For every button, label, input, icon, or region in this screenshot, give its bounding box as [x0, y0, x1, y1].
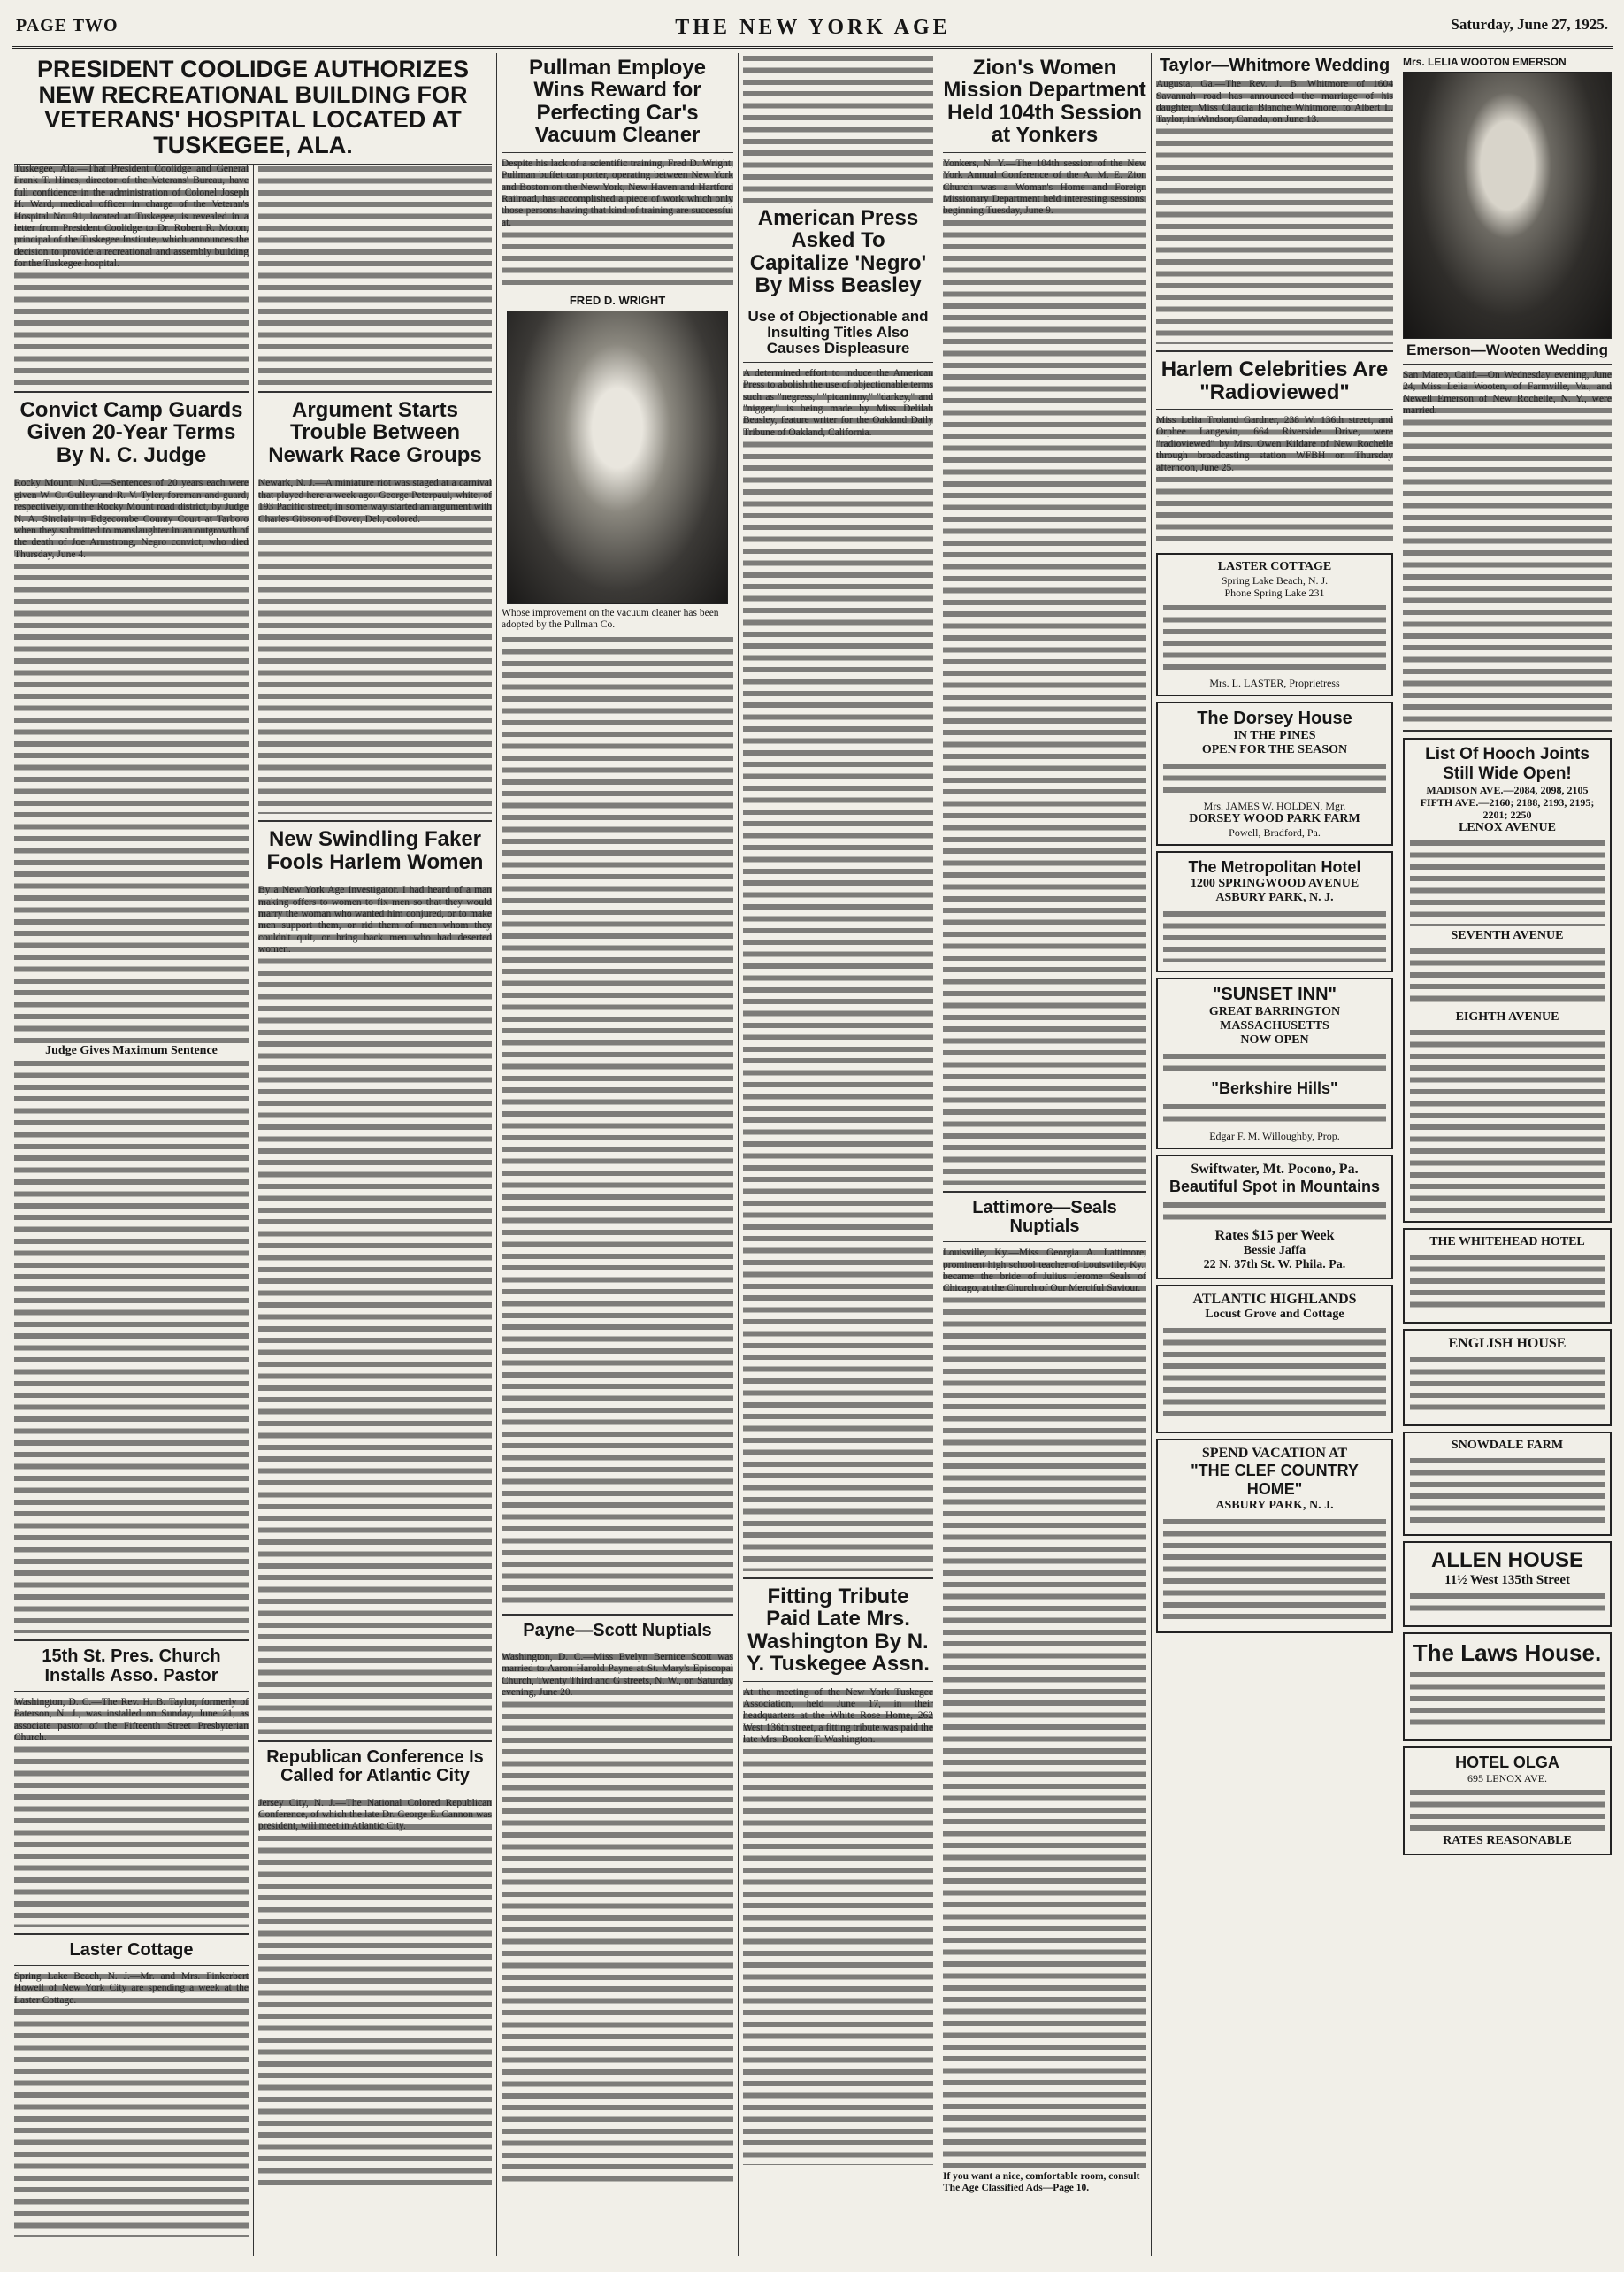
ad-metropolitan-hotel: The Metropolitan Hotel 1200 SPRINGWOOD AVENUE ASBURY PARK, N. J. — [1156, 851, 1393, 972]
beasley-subhead: Use of Objectionable and Insulting Titles Also Causes Displeasure — [747, 307, 929, 357]
argument-headline: Argument Starts Trouble Between Newark Race Groups — [268, 398, 482, 467]
fitting-headline: Fitting Tribute Paid Late Mrs. Washington By N. Y. Tuskegee Assn. — [747, 1584, 930, 1677]
ad-laster-cottage: LASTER COTTAGE Spring Lake Beach, N. J. Phone Spring Lake 231 Mrs. L. LASTER, Proprietress — [1156, 553, 1393, 696]
lead-body-continued — [258, 164, 492, 385]
payne-body: Washington, D. C.—Miss Evelyn Bernice Scott was married to Aaron Harold Payne at St. Mary's Episcopal Church, Twenty Third and G streets, N. W., on Saturday evening, June 20. — [502, 1652, 733, 2183]
ad-hotel-olga: HOTEL OLGA 695 LENOX AVE. RATES REASONABLE — [1403, 1746, 1612, 1855]
column-4 — [743, 53, 933, 2256]
emerson-headline: Emerson—Wooten Wedding — [1406, 342, 1608, 358]
column-2 — [258, 164, 492, 2256]
university-body — [743, 53, 933, 203]
fitting-body: At the meeting of the New York Tuskegee Association, held June 17, in their headquarters at the White Rose Home, 262 West 136th street, a fitting tribute was paid the late Mrs. Booker T. Washington. — [743, 1687, 933, 2165]
faker-body: By a New York Age Investigator. I had heard of a man making offers to women to fix men so that they would marry the woman who wanted him conjured, or to make men support them, or rid them of men whom they couldn't quit, or bring back men who had deserted women. — [258, 885, 492, 1734]
judge-subhead: Judge Gives Maximum Sentence — [45, 1044, 218, 1058]
lead-story — [14, 53, 492, 172]
column-7 — [1403, 53, 1612, 2256]
zion-body: Yonkers, N. Y.—The 104th session of the New York Annual Conference of the A. M. E. Zion Church was a Woman's Home and Foreign Missionary Department held interesting sessions, beginning Tuesday, June 9. — [943, 158, 1146, 1185]
laster-headline: Laster Cottage — [69, 1939, 194, 1960]
beasley-headline: American Press Asked To Capitalize 'Negro' By Miss Beasley — [749, 206, 927, 298]
pastor-headline: 15th St. Pres. Church Installs Asso. Pastor — [42, 1646, 221, 1685]
photo-name-wright: FRED D. WRIGHT — [569, 293, 666, 307]
ad-allen-house: ALLEN HOUSE 11½ West 135th Street — [1403, 1541, 1612, 1627]
masthead — [12, 11, 1613, 49]
harlem-body: Miss Lelia Troland Gardner, 238 W. 136th street, and Orphee Langevin, 664 Riverside Drive, were "radioviewed" by Mrs. Owen Kildare of New Rochelle through broadcasting station WFBH on Thursday afternoon, June 25. — [1156, 415, 1393, 548]
photo-name-emerson: Mrs. LELIA WOOTON EMERSON — [1403, 56, 1567, 68]
column-3 — [502, 53, 733, 2256]
lead-body: Tuskegee, Ala.—That President Coolidge and General Frank T. Hines, director of the Veterans' Bureau, have full confidence in the administration of Colonel Joseph H. Ward, medical officer in charge of the Veteran's Hospital No. 91, located at Tuskegee, is revealed in a letter from President Coolidge to Dr. Robert R. Moton, principal of the Tuskegee Institute, which announces the decision to provide a recreational and assembly building for the Tuskegee hospital. — [14, 164, 249, 385]
column-5 — [943, 53, 1146, 2256]
zion-headline: Zion's Women Mission Department Held 104th Session at Yonkers — [943, 56, 1146, 148]
page-label: PAGE TWO — [16, 16, 119, 35]
pastor-body: Washington, D. C.—The Rev. H. B. Taylor, formerly of Paterson, N. J., was installed on Sunday, June 21, as associate pastor of the Fifteenth Street Presbyterian Church. — [14, 1697, 249, 1927]
republican-headline: Republican Conference Is Called for Atlantic City — [266, 1747, 484, 1786]
taylor-body: Augusta, Ga.—The Rev. J. B. Whitmore of 1604 Savannah road has announced the marriage of his daughter, Miss Claudia Blanche Whitmore, to Albert L. Taylor, in Windsor, Canada, on June 13. — [1156, 79, 1393, 344]
ad-laws-house: The Laws House. — [1403, 1632, 1612, 1741]
emerson-body: San Mateo, Calif.—On Wednesday evening, June 24, Miss Lelia Wooten, of Farmville, Va., and Newell Emerson of New Rochelle, N. Y., were married. — [1403, 370, 1612, 724]
convict-body: Rocky Mount, N. C.—Sentences of 20 years each were given W. C. Gulley and R. V. Tyler, foreman and guard, respectively, on the Rocky Mount road district, by Judge N. A. Sinclair in Edgecombe County Court at Tarboro when they submitted to manslaughter in an outgrowth of the death of Joe Armstrong, Negro convict, who died Thursday, June 4. — [14, 478, 249, 1044]
laster-body: Spring Lake Beach, N. J.—Mr. and Mrs. Finkerbert Howell of New York City are spending a week at the Laster Cottage. — [14, 1971, 249, 2237]
convict-body-2 — [14, 1058, 249, 1633]
ad-dorsey-house: The Dorsey House IN THE PINES OPEN FOR THE SEASON Mrs. JAMES W. HOLDEN, Mgr. DORSEY WOOD PARK FARM Powell, Bradford, Pa. — [1156, 702, 1393, 846]
pullman-body-2 — [502, 634, 733, 1608]
paper-title: THE NEW YORK AGE — [675, 16, 951, 39]
lead-headline: PRESIDENT COOLIDGE AUTHORIZES NEW RECREATIONAL BUILDING FOR VETERANS' HOSPITAL LOCATED AT TUSKEGEE, ALA. — [36, 56, 470, 158]
column-6 — [1156, 53, 1393, 2256]
lattimore-body: Louisville, Ky.—Miss Georgia A. Lattimore, prominent high school teacher of Louisville, Ky., became the bride of Julius Jerome Seals of Chicago, at the Church of Our Merciful Saviour. — [943, 1247, 1146, 2168]
payne-headline: Payne—Scott Nuptials — [523, 1620, 712, 1640]
pullman-body: Despite his lack of a scientific training, Fred D. Wright, Pullman buffet car porter, operating between New York and Boston on the New York, New Haven and Hartford Railroad, has accomplished a piece of work which only those persons having that kind of training are successful at. — [502, 158, 733, 291]
argument-body: Newark, N. J.—A miniature riot was staged at a carnival that played here a week ago. George Peterpaul, white, of 193 Pacific street, in some way started an argument with Charles Gibson of Dover, Del., colored. — [258, 478, 492, 814]
ad-english-house: ENGLISH HOUSE — [1403, 1329, 1612, 1426]
want-ad-note: If you want a nice, comfortable room, consult The Age Classified Ads—Page 10. — [943, 2171, 1140, 2194]
ad-whitehead-hotel: THE WHITEHEAD HOTEL — [1403, 1228, 1612, 1324]
photo-emerson — [1403, 72, 1612, 339]
ad-atlantic-highlands: ATLANTIC HIGHLANDS Locust Grove and Cottage — [1156, 1285, 1393, 1433]
ad-sunset-inn: "SUNSET INN" GREAT BARRINGTON MASSACHUSETTS NOW OPEN "Berkshire Hills" Edgar F. M. Willoughby, Prop. — [1156, 978, 1393, 1149]
list-hooch-joints: List Of Hooch Joints Still Wide Open! MADISON AVE.—2084, 2098, 2105 FIFTH AVE.—2160; 2188, 2193, 2195; 2201; 2250 LENOX AVENUE SEVENTH AVENUE EIGHTH AVENUE — [1403, 738, 1612, 1223]
republican-body: Jersey City, N. J.—The National Colored Republican Conference, of which the late Dr. George E. Cannon was president, will meet in Atlantic City. — [258, 1798, 492, 2187]
faker-headline: New Swindling Faker Fools Harlem Women — [266, 827, 484, 874]
photo-fred-wright — [507, 311, 728, 604]
column-1 — [14, 164, 249, 2256]
ad-swiftwater: Swiftwater, Mt. Pocono, Pa. Beautiful Spot in Mountains Rates $15 per Week Bessie Jaffa 22 N. 37th St. W. Phila. Pa. — [1156, 1155, 1393, 1279]
issue-date: Saturday, June 27, 1925. — [1451, 16, 1608, 33]
photo-caption-wright: Whose improvement on the vacuum cleaner has been adopted by the Pullman Co. — [502, 607, 719, 630]
convict-headline: Convict Camp Guards Given 20-Year Terms By N. C. Judge — [19, 398, 243, 467]
harlem-headline: Harlem Celebrities Are "Radioviewed" — [1161, 357, 1389, 404]
ad-snowdale-farm: SNOWDALE FARM — [1403, 1432, 1612, 1536]
pullman-headline: Pullman Employe Wins Reward for Perfecting Car's Vacuum Cleaner — [528, 56, 707, 148]
beasley-body: A determined effort to induce the American Press to abolish the use of objectionable terms such as "negress," "picaninny," "darkey," and "nigger," is being made by Miss Delilah Beasley, feature writer for the Oakland Daily Tribune of Oakland, California. — [743, 368, 933, 1571]
taylor-headline: Taylor—Whitmore Wedding — [1159, 56, 1390, 75]
ad-clef-country-home: SPEND VACATION AT "THE CLEF COUNTRY HOME" ASBURY PARK, N. J. — [1156, 1439, 1393, 1633]
lattimore-headline: Lattimore—Seals Nuptials — [972, 1197, 1117, 1236]
